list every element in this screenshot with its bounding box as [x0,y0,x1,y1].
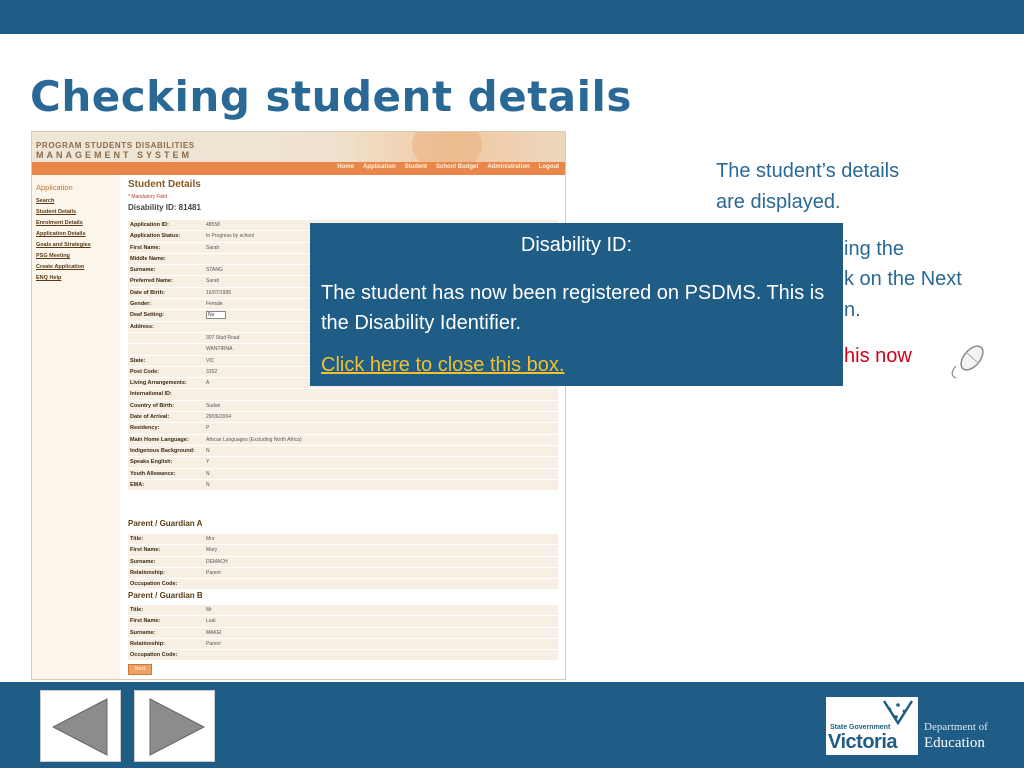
logo-department: Department of [924,721,988,733]
psdms-nav-items [337,164,559,170]
popup-title: Disability ID: [520,234,633,256]
logo-victoria: Victoria [828,731,897,753]
form-label: Relationship: [130,640,165,647]
student-details-header [128,179,556,212]
sidebar-link[interactable]: Enrolment Details [36,220,83,226]
form-label: Occupation Code: [130,581,178,588]
form-row [128,545,558,556]
psdms-nav-bar [32,162,566,175]
form-label: Preferred Name: [130,278,173,285]
form-row [128,480,558,491]
form-label: Gender: [130,301,152,308]
logo-white-panel [826,697,918,755]
form-value: WANTIRNA [206,346,233,353]
guardian-b-rows [128,605,558,661]
sidebar-link[interactable]: Student Details [36,209,77,215]
form-label: Surname: [130,267,156,274]
guardian-b-heading: Parent / Guardian B [128,591,203,600]
nav-item[interactable]: Logout [538,164,559,170]
form-label: Date of Arrival: [130,414,170,421]
form-label: Residency: [130,425,160,432]
form-value: VIC [206,357,215,364]
instruction-line6: his now [844,345,912,367]
form-label: Country of Birth: [130,402,174,409]
form-value: 29/06/2004 [206,414,232,421]
psdms-screenshot [31,131,566,680]
psdms-logo-line2: MANAGEMENT SYSTEM [36,150,193,160]
guardian-a-heading: Parent / Guardian A [128,519,203,528]
form-value: A [206,380,210,387]
form-row [128,534,558,545]
popup-close-link[interactable]: Click here to close this box. [321,354,565,376]
instruction-line4: k on the Next [844,268,962,290]
form-label: First Name: [130,547,161,554]
guardian-a-rows [128,534,558,590]
slide-title: Checking student details [30,72,632,121]
form-label: Application Status: [130,233,181,240]
nav-item[interactable]: School Budget [435,164,479,170]
form-row [128,605,558,616]
deaf-setting-select[interactable]: No [206,311,226,319]
form-row [128,616,558,627]
form-value: 16/07/1995 [206,289,232,296]
form-label: First Name: [130,618,161,625]
nav-item[interactable]: Student [404,164,427,170]
form-label: Date of Birth: [130,289,165,296]
sidebar-links [36,197,91,282]
next-button[interactable]: Next [128,664,152,675]
instruction-line3: ing the [844,238,905,260]
form-row [128,423,558,434]
form-label: Surname: [130,629,156,636]
form-value: In Progress by school [206,233,255,240]
previous-slide-button[interactable] [40,690,121,762]
form-value: N [206,470,210,477]
form-value: Y [206,459,210,466]
form-label: Title: [130,607,144,613]
form-row [128,557,558,568]
nav-item[interactable]: Administration [487,164,530,170]
form-row [128,469,558,480]
form-value: Sarah [206,244,220,251]
form-row [128,389,558,400]
form-row [128,401,558,412]
form-value: Mrs [206,536,215,542]
form-value: 3152 [206,368,218,375]
psdms-logo-line1: PROGRAM STUDENTS DISABILITIES [36,141,195,150]
form-row [128,579,558,590]
southern-cross-icon [826,697,918,727]
sidebar-link[interactable]: Search [36,198,55,204]
form-label: Surname: [130,558,156,565]
form-value: Mary [206,547,218,554]
form-row [128,639,558,650]
disability-id-label: Disability ID: 81481 [128,203,201,212]
form-value: DEMACH [206,558,228,565]
form-value: Mr [206,607,212,613]
instruction-line2: are displayed. [716,191,841,213]
form-value: N [206,481,210,488]
form-label: Middle Name: [130,255,166,262]
form-label: International ID: [130,391,172,398]
form-label: Relationship: [130,569,165,576]
psdms-sidebar [32,175,120,680]
sidebar-link[interactable]: ENQ Help [36,275,62,281]
form-label: Application ID: [130,222,169,228]
psdms-header [32,132,566,162]
logo-education: Education [924,735,985,751]
form-row [128,435,558,446]
form-label: Post Code: [130,368,160,375]
form-label: Indigenous Background: [130,447,195,454]
form-value: P [206,425,210,432]
instruction-line5: n. [844,299,861,321]
form-label: Youth Allowance: [130,470,176,477]
next-slide-button[interactable] [134,690,215,762]
form-row [128,650,558,661]
form-value: 48558 [206,222,220,228]
form-value: 307 Stud Road [206,334,240,341]
form-row [128,568,558,579]
form-value: Sarah [206,278,220,285]
mouse-icon [946,340,988,382]
form-label: Title: [130,536,144,542]
popup-body: The student has now been registered on PSDMS. This is the Disability Identifier. [321,282,825,334]
form-value: STANG [206,267,223,274]
form-row [128,446,558,457]
form-value: African Languages (Excluding North Africa) [206,436,302,443]
nav-item[interactable]: Home [337,164,354,170]
mandatory-note: * Mandatory Field [128,194,168,200]
form-row [128,412,558,423]
victoria-education-logo [826,697,1001,755]
form-value: N [206,447,210,454]
form-value: Lual [206,618,216,625]
right-arrow-icon [135,691,216,763]
sidebar-link[interactable]: Goals and Strategies [36,242,91,248]
form-row [128,457,558,468]
form-value: MAKEI [206,629,222,636]
sidebar-link[interactable]: Create Application [36,264,85,270]
form-label: State: [130,357,146,364]
form-label: Occupation Code: [130,652,178,659]
sidebar-heading: Application [36,183,73,192]
form-value: Sudan [206,402,221,409]
sidebar-link[interactable]: PSG Meeting [36,253,70,259]
form-label: First Name: [130,244,161,251]
disability-id-popup [310,223,843,386]
logo-state-government: State Government [830,724,891,731]
left-arrow-icon [41,691,122,763]
instruction-line1: The student’s details [716,160,900,182]
sidebar-link[interactable]: Application Details [36,231,86,237]
form-row [128,628,558,639]
form-label: Deaf Setting: [130,312,164,319]
form-label: EMA: [130,481,145,488]
top-bar [0,0,1024,34]
form-label: Speaks English: [130,459,173,466]
form-label: Address: [130,323,154,330]
form-label: Living Arrangements: [130,380,187,387]
form-value: Parent [206,569,221,576]
form-label: Main Home Language: [130,436,189,443]
form-value: Female [206,301,223,308]
nav-item[interactable]: Application [362,164,396,170]
student-details-title: Student Details [128,179,201,190]
form-value: Parent [206,640,221,647]
